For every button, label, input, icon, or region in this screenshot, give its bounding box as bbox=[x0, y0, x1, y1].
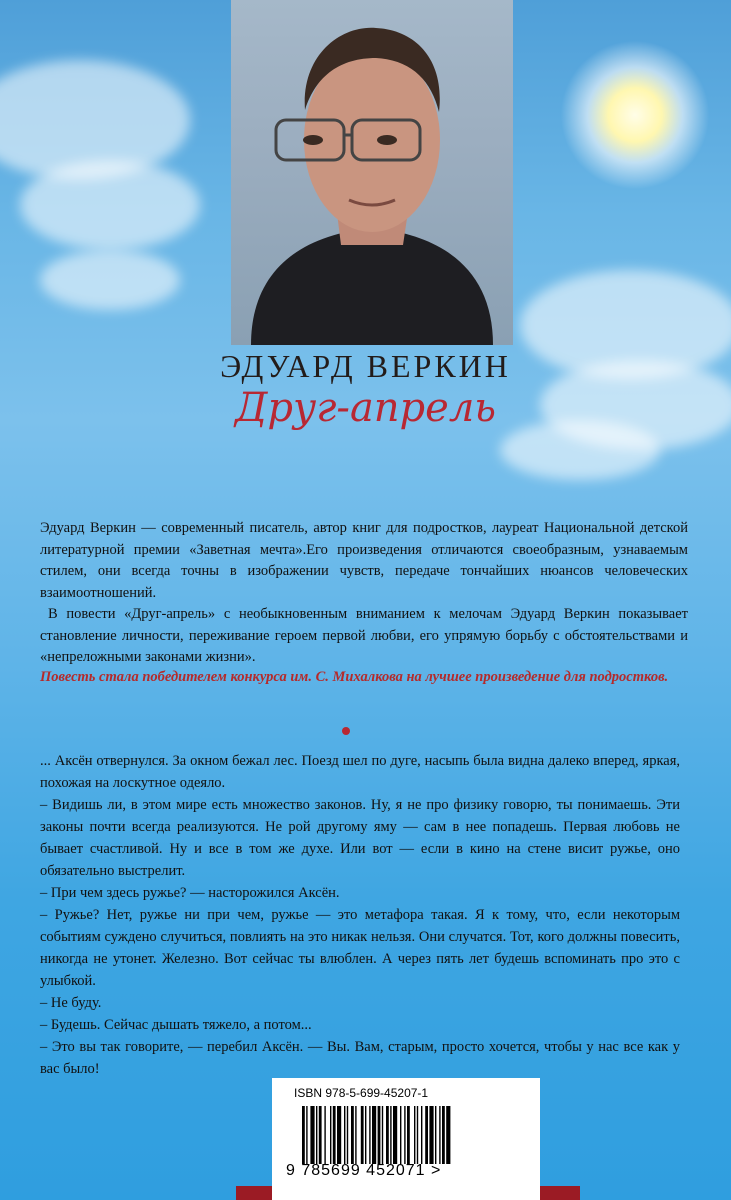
excerpt-paragraph: – Это вы так говорите, — перебил Аксён. — Вы. Вам, старым, просто хочется, чтобы у нас все как у вас было! bbox=[40, 1039, 680, 1077]
author-photo bbox=[231, 0, 513, 345]
book-title: Друг-апрель bbox=[234, 385, 497, 431]
spine-accent-left bbox=[236, 1186, 272, 1200]
excerpt-paragraph: – При чем здесь ружье? — насторожился Аксён. bbox=[40, 885, 340, 901]
barcode-block bbox=[272, 1078, 540, 1200]
excerpt-paragraph: – Ружье? Нет, ружье ни при чем, ружье — это метафора такая. Я к тому, что, если некоторым событиям суждено случиться, повлиять на это никак нельзя. Они случатся. Тот, кого должны повесить, никогда не утонет. Железно. Вот сейчас ты влюблен. А через пять лет будешь вспоминать про это с улыбкой. bbox=[40, 907, 680, 989]
author-bio bbox=[40, 518, 688, 669]
sun bbox=[560, 40, 710, 190]
award-note: Повесть стала победителем конкурса им. С. Михалкова на лучшее произведение для подростков. bbox=[40, 669, 669, 685]
author-portrait-illustration bbox=[231, 0, 513, 345]
excerpt-paragraph: ... Аксён отвернулся. За окном бежал лес. Поезд шел по дуге, насыпь была видна далеко вперед, яркая, похожая на лоскутное одеяло. bbox=[40, 753, 680, 791]
section-divider-dot bbox=[342, 727, 350, 735]
isbn-label: ISBN 978-5-699-45207-1 bbox=[294, 1086, 429, 1100]
book-excerpt bbox=[40, 750, 680, 1080]
bio-paragraph: Эдуард Веркин — современный писатель, автор книг для подростков, лауреат Национальной детской литературной премии «Заветная мечта».Его произведения отличаются своеобразным, узнаваемым стилем, они всегда точны в изображении чувств, передаче тончайших нюансов человеческих взаимоотношений. bbox=[40, 520, 688, 601]
excerpt-paragraph: – Не буду. bbox=[40, 995, 102, 1011]
spine-accent-right bbox=[540, 1186, 580, 1200]
barcode-number: 9 785699 452071 > bbox=[286, 1162, 442, 1179]
bio-paragraph: В повести «Друг-апрель» с необыкновенным вниманием к мелочам Эдуард Веркин показывает становление личности, переживание героем первой любви, его упрямую борьбу с обстоятельствами и «непреложными законами жизни». bbox=[40, 606, 688, 665]
excerpt-paragraph: – Видишь ли, в этом мире есть множество законов. Ну, я не про физику говорю, ты понимаешь. Эти законы почти всегда реализуются. Не рой другому яму — сам в нее попадешь. Первая любовь не бывает счастливой. Ну и все в том же духе. Или вот — если в кино на стене висит ружье, оно обязательно выстрелит. bbox=[40, 797, 680, 879]
excerpt-paragraph: – Будешь. Сейчас дышать тяжело, а потом... bbox=[40, 1017, 312, 1033]
barcode-icon bbox=[302, 1106, 512, 1164]
author-name: ЭДУАРД ВЕРКИН bbox=[220, 348, 511, 384]
